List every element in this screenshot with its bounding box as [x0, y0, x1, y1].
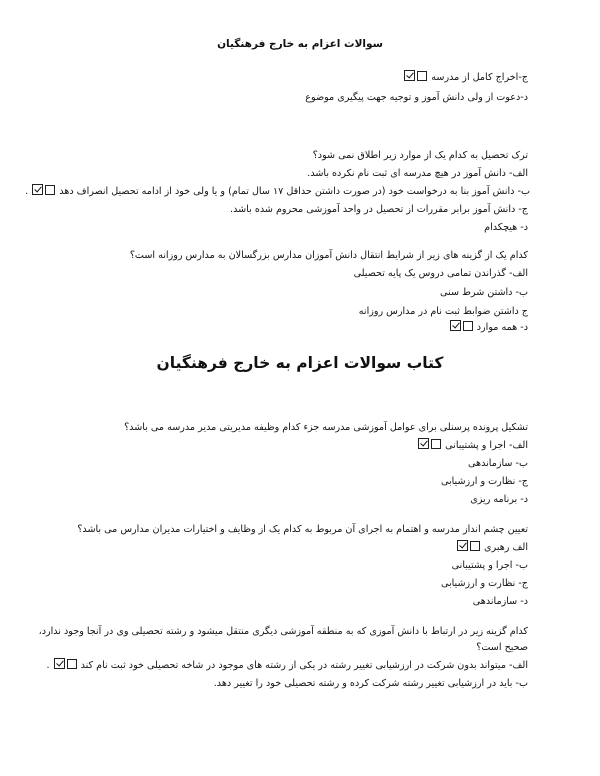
q4-option-d: د- سازماندهی [472, 596, 528, 607]
empty-box-icon [45, 185, 55, 195]
option-text: الف- اجرا و پشتیبانی [445, 440, 528, 451]
q2-option-c: ج داشتن ضوابط ثبت نام در مدارس روزانه [358, 306, 528, 317]
empty-box-icon [470, 541, 480, 551]
option-text: ب- دانش آموز بنا به درخواست خود (در صورت داشتن حداقل ۱۷ سال تمام) و یا ولی خود از ادامه تحصیل انصراف دهد [59, 186, 530, 197]
q2-option-d [60, 320, 528, 336]
q1-option-b [25, 184, 530, 200]
checkmark-icon [457, 540, 468, 551]
checkmark-icon [404, 70, 415, 81]
option-text: الف- میتواند بدون شرکت در ارزشیابی تغییر رشته در یکی از رشته های موجود در شاخه تحصیلی خود ثبت نام کند [80, 660, 528, 671]
q3-option-b: ب- سازماندهی [468, 458, 528, 469]
q4-option-a [60, 540, 528, 556]
question-5-continued: صحیح است؟ [476, 642, 528, 653]
q3-option-a [60, 438, 528, 454]
option-text: د- همه موارد [476, 322, 528, 333]
checkmark-icon [450, 320, 461, 331]
q3-option-d: د- برنامه ریزی [470, 494, 528, 505]
option-text: الف رهبری [484, 542, 528, 553]
q1-option-a: الف- دانش آموز در هیچ مدرسه ای ثبت نام نکرده باشد. [307, 168, 528, 179]
q5-option-a [40, 658, 528, 674]
question-1: ترک تحصیل به کدام یک از موارد زیر اطلاق نمی شود؟ [312, 150, 528, 161]
question-3: تشکیل پرونده پرسنلی برای عوامل آموزشی مدرسه جزء کدام وظیفه مدیریتی مدیر مدرسه می باشد؟ [124, 422, 528, 433]
q2-option-a: الف- گذراندن تمامی دروس یک پایه تحصیلی [353, 268, 528, 279]
page-title: سوالات اعزام به خارج فرهنگیان [217, 38, 383, 50]
empty-box-icon [431, 439, 441, 449]
option-end: . [46, 660, 50, 671]
checkmark-icon [32, 184, 43, 195]
question-4: تعیین چشم انداز مدرسه و اهتمام به اجرای آن مربوط به کدام یک از وظایف و اختیارات مدیران مدارس می باشد؟ [77, 524, 528, 535]
q4-option-b: ب- اجرا و پشتیبانی [451, 560, 528, 571]
intro-option-d: د-دعوت از ولی دانش آموز و توجیه جهت پیگیری موضوع [305, 92, 528, 103]
empty-box-icon [67, 659, 77, 669]
book-title: کتاب سوالات اعزام به خارج فرهنگیان [156, 354, 444, 372]
question-2: کدام یک از گزینه های زیر از شرایط انتقال دانش آموزان مدارس بزرگسالان به مدارس روزانه است؟ [129, 250, 528, 261]
empty-box-icon [463, 321, 473, 331]
q5-option-b: ب- باید در ارزشیابی تغییر رشته شرکت کرده و رشته تحصیلی خود را تغییر دهد. [213, 678, 528, 689]
q4-option-c: ج- نظارت و ارزشیابی [440, 578, 528, 589]
question-5: کدام گزینه زیر در ارتباط با دانش آموزی که به منطقه آموزشی دیگری منتقل میشود و رشته تحصیلی وی در آنجا وجود ندارد، [38, 626, 528, 637]
q3-option-c: ج- نظارت و ارزشیابی [440, 476, 528, 487]
q2-option-b: ب- داشتن شرط سنی [440, 287, 528, 298]
option-end: . [25, 186, 29, 197]
option-text: ج-اخراج کامل از مدرسه [431, 72, 528, 83]
checkmark-icon [54, 658, 65, 669]
empty-box-icon [417, 71, 427, 81]
intro-option-c [60, 70, 528, 86]
q1-option-d: د- هیچکدام [484, 222, 528, 233]
q1-option-c: ج- دانش آموز برابر مقررات از تحصیل در واحد آموزشی محروم شده باشد. [230, 204, 528, 215]
checkmark-icon [418, 438, 429, 449]
